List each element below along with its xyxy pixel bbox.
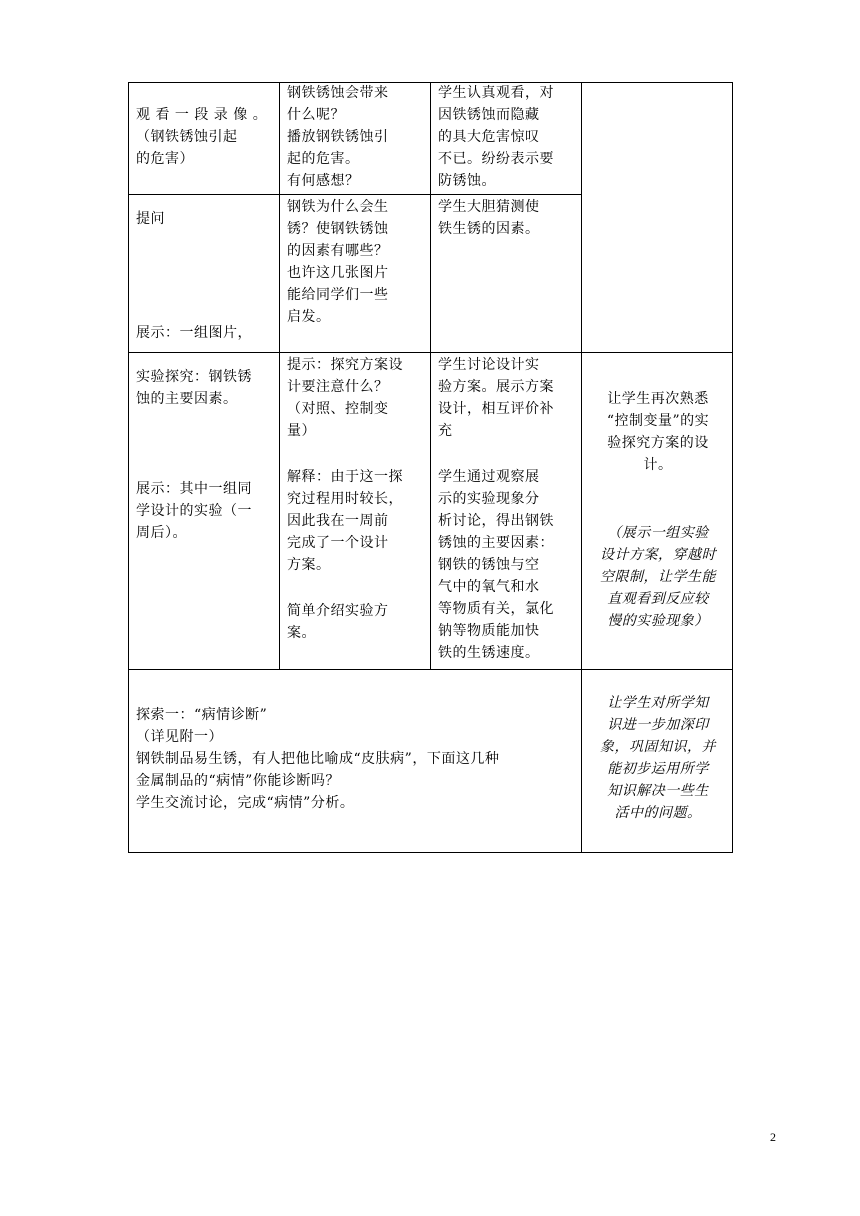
col-divider-2 bbox=[430, 82, 431, 669]
row-divider-3 bbox=[128, 669, 733, 670]
page-number: 2 bbox=[770, 1130, 776, 1144]
row4-intent: 让学生对所学知 识进一步加深印 象，巩固知识，并 能初步运用所学 知识解决一些生 活中的问题。 bbox=[600, 695, 716, 821]
row3-student-design: 学生讨论设计实 验方案。展示方案 设计，相互评价补 充 bbox=[438, 357, 554, 439]
row-divider-1 bbox=[128, 194, 581, 195]
row3-teacher-explain: 解释：由于这一探 究过程用时较长， 因此我在一周前 完成了一个设计 方案。 bbox=[287, 469, 403, 573]
table-border-right bbox=[732, 82, 733, 853]
table-border-bottom bbox=[128, 852, 733, 853]
row3-intent: 让学生再次熟悉 “控制变量”的实 验探究方案的设 计。 bbox=[606, 391, 710, 473]
row1-activity: 观 看 一 段 录 像 。 （钢铁锈蚀引起 的危害） bbox=[136, 107, 268, 167]
table-border-left bbox=[128, 82, 129, 853]
col-divider-3 bbox=[581, 82, 582, 853]
row1-teacher: 钢铁锈蚀会带来 什么呢？ 播放钢铁锈蚀引 起的危害。 有何感想？ bbox=[287, 85, 389, 189]
row4-exploration: 探索一：“病情诊断” （详见附一） 钢铁制品易生锈，有人把他比喻成“皮肤病”，下面这几种 金属制品的“病情”你能诊断吗？ 学生交流讨论，完成“病情”分析。 bbox=[136, 707, 500, 811]
row3-teacher-intro: 简单介绍实验方 案。 bbox=[287, 603, 389, 641]
row3-teacher-hint: 提示：探究方案设 计要注意什么？ （对照、控制变 量） bbox=[287, 357, 403, 439]
row3-activity-display: 展示：其中一组同 学设计的实验（一 周后）。 bbox=[136, 481, 252, 541]
row2-activity-display: 展示：一组图片， bbox=[136, 325, 252, 341]
row3-intent-note: （展示一组实验 设计方案，穿越时 空限制，让学生能 直观看到反应较 慢的实验现象） bbox=[600, 525, 716, 629]
row1-student: 学生认真观看，对 因铁锈蚀而隐藏 的具大危害惊叹 不已。纷纷表示要 防锈蚀。 bbox=[438, 85, 554, 189]
row2-student: 学生大胆猜测使 铁生锈的因素。 bbox=[438, 199, 540, 237]
row3-student-observe: 学生通过观察展 示的实验现象分 析讨论，得出钢铁 锈蚀的主要因素： 钢铁的锈蚀与空 气中的氧气和水 等物质有关，氯化 钠等物质能加快 铁的生锈速度。 bbox=[438, 469, 554, 661]
row2-activity-prompt: 提问 bbox=[136, 211, 165, 227]
row3-activity-experiment: 实验探究：钢铁锈 蚀的主要因素。 bbox=[136, 369, 252, 407]
row2-teacher: 钢铁为什么会生 锈？使钢铁锈蚀 的因素有哪些？ 也许这几张图片 能给同学们一些 启发。 bbox=[287, 199, 389, 325]
col-divider-1 bbox=[279, 82, 280, 669]
